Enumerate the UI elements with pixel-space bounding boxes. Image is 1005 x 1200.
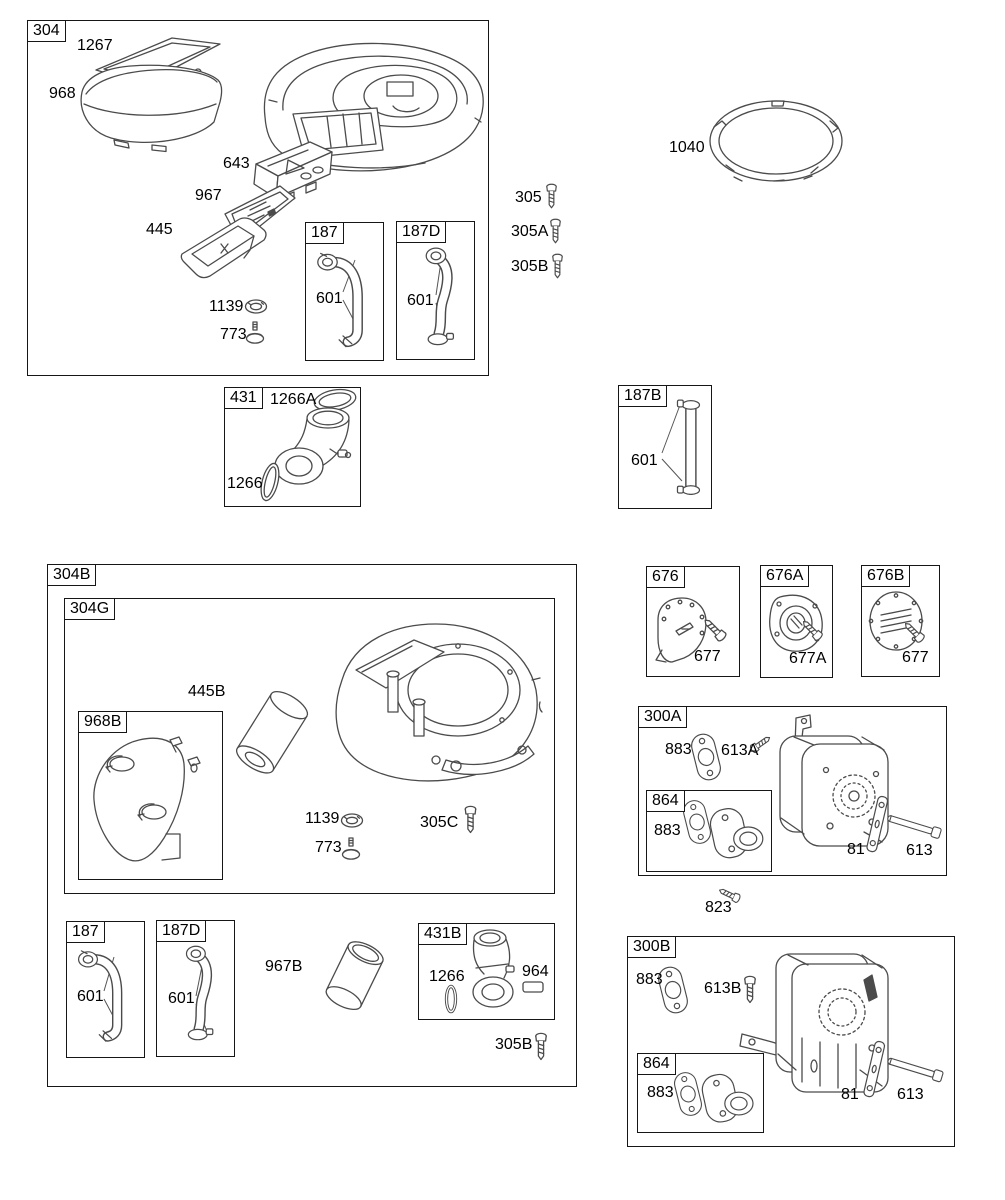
callout-677-676b: 677: [902, 649, 929, 666]
callout-601-187d-bottom: 601: [168, 990, 195, 1007]
group-tag-431: 431: [224, 387, 263, 409]
part-967b-sleeve: [302, 936, 402, 1026]
callout-1266-431b: 1266: [429, 968, 465, 985]
callout-445: 445: [146, 221, 173, 238]
callout-305c: 305C: [420, 814, 459, 831]
callout-305: 305: [515, 189, 542, 206]
group-tag-187-bottom: 187: [66, 921, 105, 943]
part-305b-screw: [550, 253, 565, 280]
part-601-tube-187b: [666, 392, 710, 504]
callout-445b: 445B: [188, 683, 226, 700]
part-305-screw: [544, 183, 559, 210]
callout-1267: 1267: [77, 37, 113, 54]
callout-677a: 677A: [789, 650, 827, 667]
callout-964: 964: [522, 963, 549, 980]
group-tag-676a: 676A: [760, 565, 809, 587]
callout-677-676: 677: [694, 648, 721, 665]
callout-601-187d-top: 601: [407, 292, 434, 309]
callout-601-187-top: 601: [316, 290, 343, 307]
callout-305b: 305B: [511, 258, 549, 275]
callout-823: 823: [705, 899, 732, 916]
part-445-air-filter: [174, 212, 274, 287]
callout-968: 968: [49, 85, 76, 102]
callout-613b: 613B: [704, 980, 742, 997]
part-1139-washer: [244, 298, 268, 315]
group-tag-676: 676: [646, 566, 685, 588]
group-tag-431b: 431B: [418, 923, 467, 945]
callout-883-864-300a: 883: [654, 822, 681, 839]
callout-883-300b: 883: [636, 971, 663, 988]
callout-1139-lower: 1139: [305, 810, 340, 827]
part-1266-oring-431b: [443, 983, 459, 1015]
group-tag-187d-top: 187D: [396, 221, 446, 243]
part-431b-elbow: [460, 926, 524, 1018]
callout-601-187-bottom: 601: [77, 988, 104, 1005]
part-864-manifold-300a: [706, 802, 768, 866]
callout-1040: 1040: [669, 139, 705, 156]
callout-613a: 613A: [721, 742, 759, 759]
group-tag-304b: 304B: [47, 564, 96, 586]
callout-883-864-300b: 883: [647, 1084, 674, 1101]
group-tag-968b: 968B: [78, 711, 127, 733]
group-tag-304: 304: [27, 20, 66, 42]
group-tag-864-300b: 864: [637, 1053, 676, 1075]
callout-1266-431: 1266: [227, 475, 263, 492]
callout-613-300a: 613: [906, 842, 933, 859]
group-tag-187-top: 187: [305, 222, 344, 244]
group-tag-187b: 187B: [618, 385, 667, 407]
callout-305a: 305A: [511, 223, 549, 240]
part-773-plug: [244, 320, 266, 345]
part-864-manifold-300b: [698, 1068, 758, 1130]
group-tag-864-300a: 864: [646, 790, 685, 812]
group-tag-300a: 300A: [638, 706, 687, 728]
callout-967: 967: [195, 187, 222, 204]
callout-773-lower: 773: [315, 839, 342, 856]
callout-601-187b: 601: [631, 452, 658, 469]
part-964-clip: [521, 980, 545, 994]
callout-773-top: 773: [220, 326, 247, 343]
part-883-gasket-300a: [690, 728, 722, 786]
part-305c-screw: [462, 805, 479, 835]
part-305b-screw-lower: [533, 1032, 549, 1062]
callout-643: 643: [223, 155, 250, 172]
callout-81-300a: 81: [847, 841, 865, 858]
group-tag-187d-bottom: 187D: [156, 920, 206, 942]
callout-81-300b: 81: [841, 1086, 859, 1103]
part-1139-washer-lower: [340, 812, 364, 829]
callout-967b: 967B: [265, 958, 303, 975]
callout-613-300b: 613: [897, 1086, 924, 1103]
part-968-cover: [76, 58, 226, 153]
group-tag-300b: 300B: [627, 936, 676, 958]
callout-305b-lower: 305B: [495, 1036, 533, 1053]
group-tag-304g: 304G: [64, 598, 115, 620]
part-305a-screw: [548, 218, 563, 245]
part-blower-housing-lower: [296, 610, 554, 798]
part-773-plug-lower: [340, 836, 362, 861]
callout-883-300a: 883: [665, 741, 692, 758]
part-968b-cover: [84, 728, 219, 873]
part-1040-ring: [706, 97, 846, 185]
group-tag-676b: 676B: [861, 565, 910, 587]
part-431-elbow: [268, 403, 363, 498]
callout-1139-top: 1139: [209, 298, 244, 315]
callout-1266a: 1266A: [270, 391, 317, 408]
